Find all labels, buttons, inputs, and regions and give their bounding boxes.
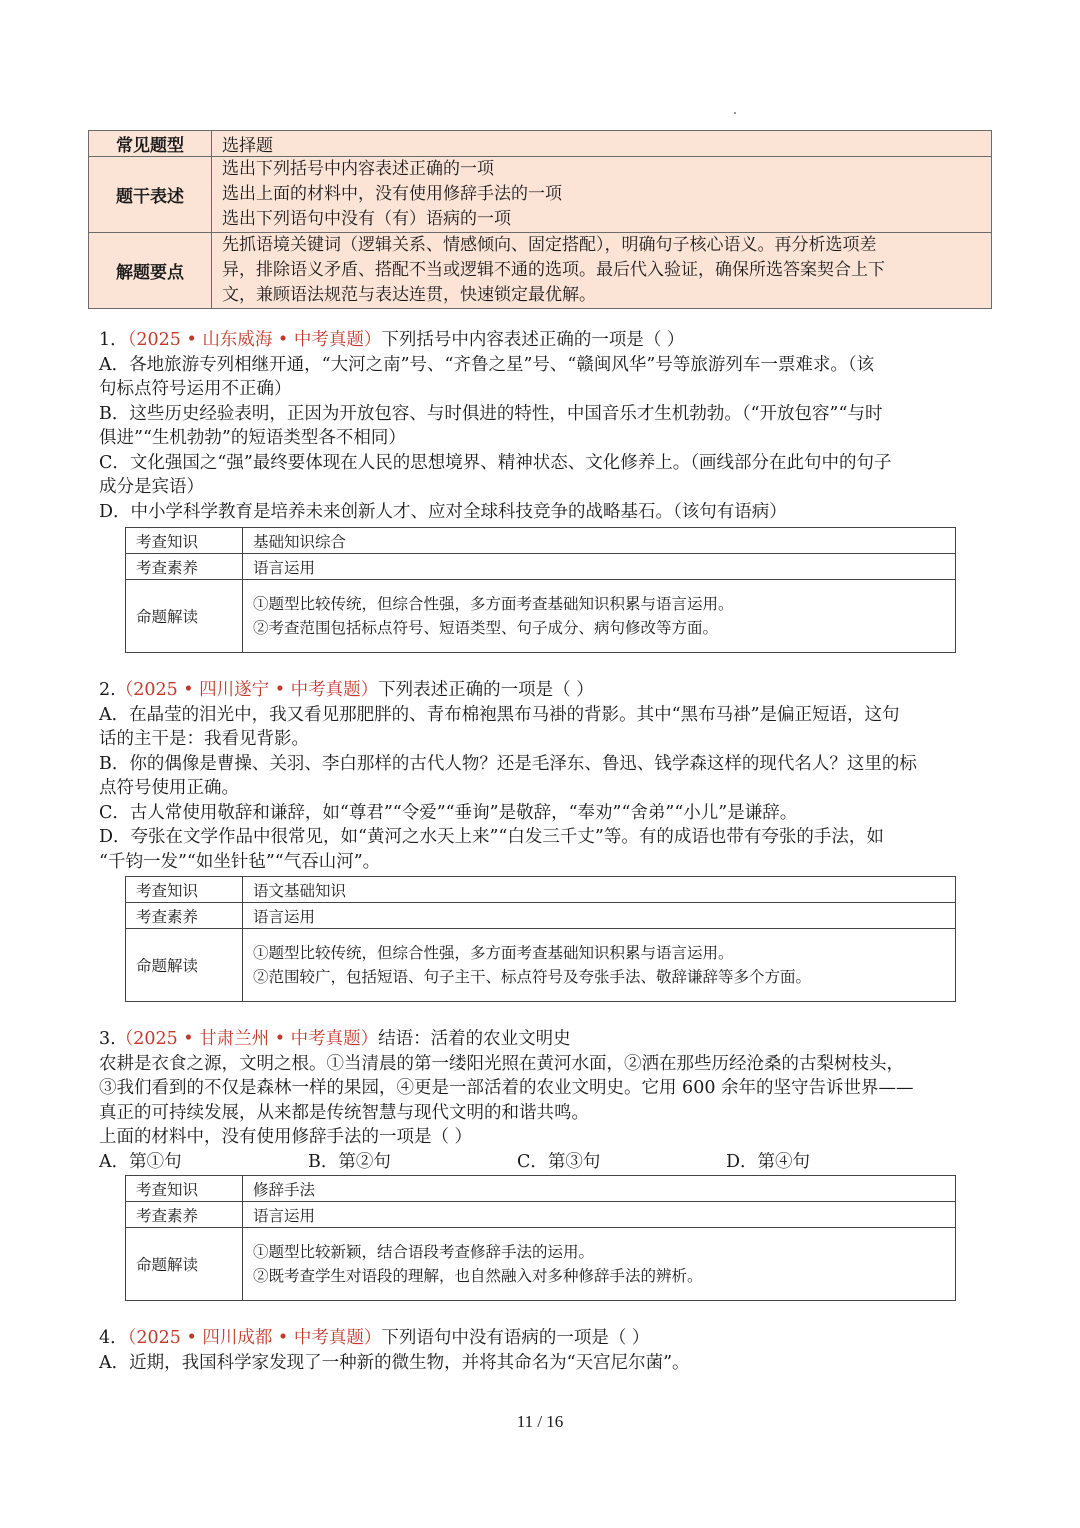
question-line: A．近期，我国科学家发现了一种新的微生物，并将其命名为“天宫尼尔菌”。: [99, 1352, 690, 1373]
analysis-key: 考查素养: [126, 1202, 243, 1228]
question-heading: [99, 328, 984, 353]
analysis-value: 语言运用: [243, 1202, 956, 1228]
analysis-value: [243, 1228, 956, 1301]
question-line: A．各地旅游专列相继开通，“大河之南”号、“齐鲁之星”号、“赣闽风华”号等旅游列车一票难求。（该: [99, 354, 875, 375]
analysis-key: 考查素养: [126, 554, 243, 580]
question-line: 成分是宾语）: [99, 477, 204, 497]
analysis-key: 命题解读: [126, 929, 243, 1002]
analysis-table-2: [125, 876, 956, 1002]
option-d: D．第④句: [726, 1151, 811, 1172]
summary-label-stem: 题干表述: [89, 157, 212, 233]
analysis-value: [243, 580, 956, 653]
option-b: B．第②句: [308, 1151, 391, 1172]
question-1: [99, 328, 984, 524]
analysis-key: 考查知识: [126, 1176, 243, 1202]
analysis-line: ①题型比较传统，但综合性强，多方面考查基础知识积累与语言运用。: [253, 944, 734, 962]
summary-value-tips: [212, 233, 992, 309]
question-line: “千钧一发”“如坐针毡”“气吞山河”。: [99, 851, 381, 872]
analysis-key: 命题解读: [126, 580, 243, 653]
question-line: C．古人常使用敬辞和谦辞，如“尊君”“令爱”“垂询”是敬辞，“奉劝”“舍弟”“小儿”是谦辞。: [99, 802, 798, 823]
question-2: [99, 678, 984, 874]
option-a: A．第①句: [99, 1151, 182, 1172]
question-3: [99, 1027, 984, 1174]
summary-tips-line: 文，兼顾语法规范与表达连贯，快速锁定最优解。: [222, 285, 596, 305]
question-line: D．夸张在文学作品中很常见，如“黄河之水天上来”“白发三千丈”等。有的成语也带有夸张的手法，如: [99, 827, 884, 847]
question-line: B．你的偶像是曹操、关羽、李白那样的古代人物？还是毛泽东、鲁迅、钱学森这样的现代名人？这里的标: [99, 753, 917, 774]
question-heading: [99, 1326, 984, 1351]
question-options: [99, 1150, 984, 1175]
analysis-line: ②考查范围包括标点符号、短语类型、句子成分、病句修改等方面。: [253, 619, 719, 637]
question-heading: [99, 1027, 984, 1052]
question-line: 上面的材料中，没有使用修辞手法的一项是（ ）: [99, 1127, 473, 1147]
summary-table: [88, 130, 992, 309]
question-number: 1．: [99, 330, 128, 350]
question-source: （2025 • 甘肃兰州 • 中考真题）: [115, 1029, 379, 1049]
analysis-key: 考查素养: [126, 903, 243, 929]
analysis-value: [243, 929, 956, 1002]
analysis-table-1: [125, 527, 956, 653]
question-number: 2.: [99, 680, 116, 700]
analysis-value: 基础知识综合: [243, 528, 956, 554]
question-line: B．这些历史经验表明，正因为开放包容、与时俱进的特性，中国音乐才生机勃勃。（“开放包容”“与时: [99, 403, 883, 424]
summary-stem-line: 选出上面的材料中，没有使用修辞手法的一项: [222, 184, 562, 204]
summary-tips-line: 异，排除语义矛盾、搭配不当或逻辑不通的选项。最后代入验证，确保所选答案契合上下: [222, 260, 885, 280]
summary-value-type: 选择题: [212, 131, 992, 157]
option-c: C．第③句: [517, 1151, 601, 1172]
question-line: 俱进”“生机勃勃”的短语类型各不相同）: [99, 428, 406, 448]
analysis-value: 语言运用: [243, 554, 956, 580]
question-line: A．在晶莹的泪光中，我又看见那肥胖的、青布棉袍黑布马褂的背影。其中“黑布马褂”是偏正短语，这句: [99, 704, 900, 725]
question-stem: 下列表述正确的一项是（ ）: [378, 680, 594, 700]
analysis-table-3: [125, 1175, 956, 1301]
summary-label-type: 常见题型: [89, 131, 212, 157]
question-line: D．中小学科学教育是培养未来创新人才、应对全球科技竞争的战略基石。（该句有语病）: [99, 501, 787, 522]
question-stem: 下列括号中内容表述正确的一项是（ ）: [381, 330, 685, 350]
question-line: C．文化强国之“强”最终要体现在人民的思想境界、精神状态、文化修养上。（画线部分在此句中的句子: [99, 452, 892, 473]
question-line: 点符号使用正确。: [99, 778, 239, 798]
question-4: [99, 1326, 984, 1375]
question-source: （2025 • 四川遂宁 • 中考真题）: [115, 680, 379, 700]
summary-tips-line: 先抓语境关键词（逻辑关系、情感倾向、固定搭配），明确句子核心语义。再分析选项差: [222, 235, 877, 255]
question-number: 3.: [99, 1029, 116, 1049]
analysis-line: ②既考查学生对语段的理解，也自然融入对多种修辞手法的辨析。: [253, 1267, 703, 1285]
question-heading: [99, 678, 984, 703]
question-line: 农耕是衣食之源，文明之根。①当清晨的第一缕阳光照在黄河水面，②洒在那些历经沧桑的古梨树枝头，: [99, 1053, 904, 1074]
analysis-key: 命题解读: [126, 1228, 243, 1301]
question-source: （2025 • 四川成都 • 中考真题）: [127, 1328, 382, 1348]
question-source: （2025 • 山东威海 • 中考真题）: [127, 330, 382, 350]
scan-dot: [734, 112, 736, 114]
analysis-key: 考查知识: [126, 528, 243, 554]
analysis-line: ①题型比较传统，但综合性强，多方面考查基础知识积累与语言运用。: [253, 595, 734, 613]
question-stem: 下列语句中没有语病的一项是（ ）: [381, 1328, 650, 1348]
summary-value-stem: [212, 157, 992, 233]
analysis-value: 修辞手法: [243, 1176, 956, 1202]
analysis-value: 语言运用: [243, 903, 956, 929]
summary-stem-line: 选出下列括号中内容表述正确的一项: [222, 159, 494, 179]
analysis-key: 考查知识: [126, 877, 243, 903]
summary-stem-line: 选出下列语句中没有（有）语病的一项: [222, 209, 511, 229]
analysis-line: ①题型比较新颖，结合语段考查修辞手法的运用。: [253, 1243, 595, 1261]
question-stem: 结语：活着的农业文明史: [378, 1029, 571, 1049]
question-line: 句标点符号运用不正确）: [99, 379, 292, 399]
page-number: 11 / 16: [516, 1412, 564, 1431]
question-line: ③我们看到的不仅是森林一样的果园，④更是一部活着的农业文明史。它用 600 余年的坚守告诉世界——: [99, 1078, 914, 1098]
question-line: 真正的可持续发展，从来都是传统智慧与现代文明的和谐共鸣。: [99, 1102, 589, 1123]
question-line: 话的主干是：我看见背影。: [99, 729, 309, 749]
analysis-value: 语文基础知识: [243, 877, 956, 903]
question-number: 4．: [99, 1328, 128, 1348]
analysis-line: ②范围较广，包括短语、句子主干、标点符号及夸张手法、敬辞谦辞等多个方面。: [253, 968, 812, 986]
summary-label-tips: 解题要点: [89, 233, 212, 309]
